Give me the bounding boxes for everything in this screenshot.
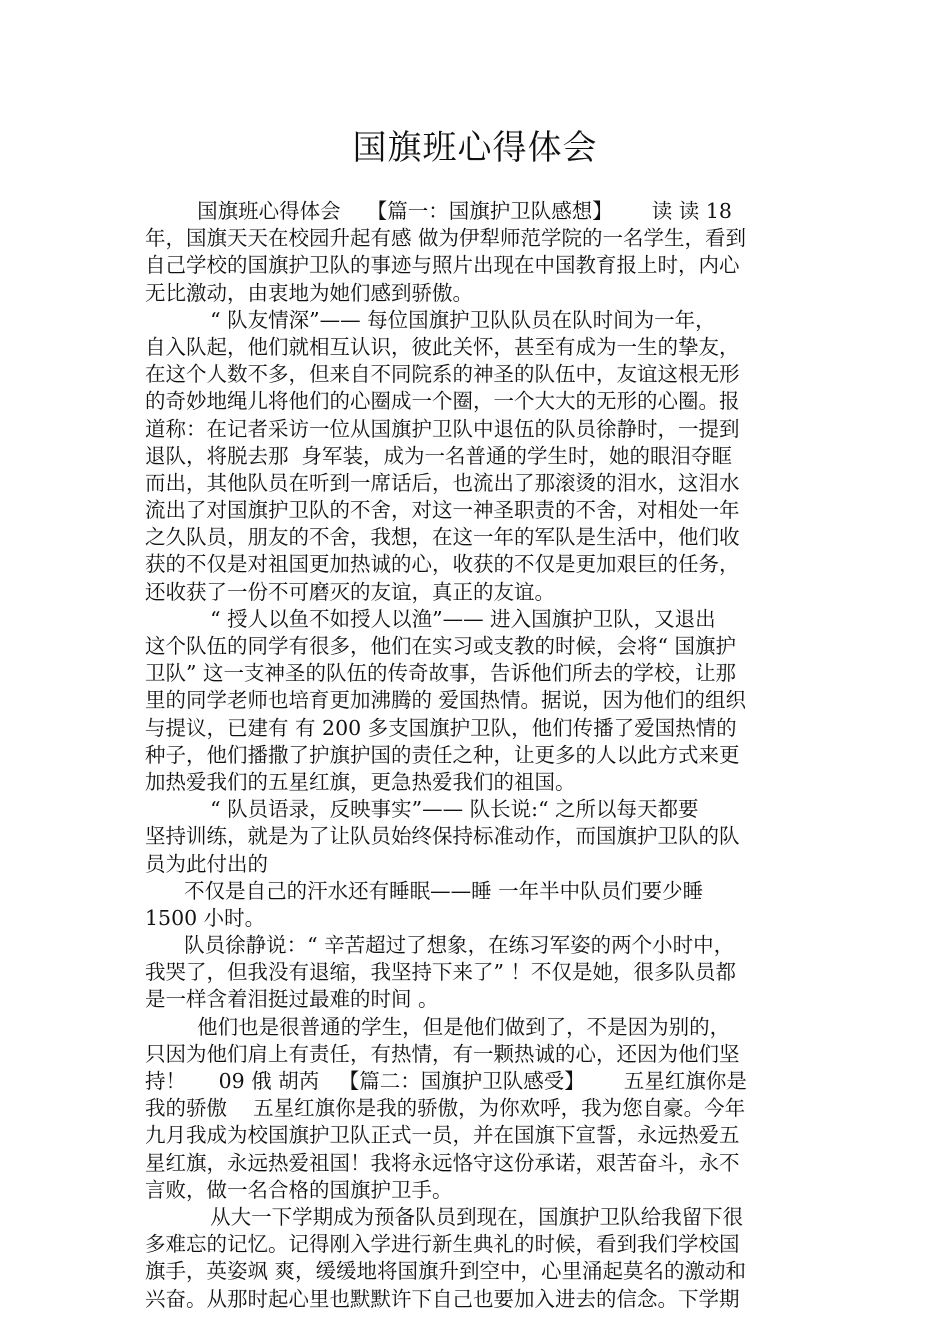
text-line: 无比激动，由衷地为她们感到骄傲。 [145,280,473,305]
text-line: 而出，其他队员在听到一席话后，也流出了那滚烫的泪水，这泪水 [145,470,740,495]
text-line: 国旗班心得体会 【篇一：国旗护卫队感想】 读 读 18 [145,199,732,223]
text-line: 年，国旗天天在校园升起有感 做为伊犁师范学院的一名学生，看到 [145,226,747,251]
text-line: 流出了对国旗护卫队的不舍，对这一神圣职责的不舍，对相处一年 [145,498,740,523]
text-line: 我哭了，但我没有退缩，我坚持下来了” ！不仅是她，很多队员都 [145,960,736,985]
text-line: “ 队友情深”—— 每位国旗护卫队队员在队时间为一年， [145,307,716,332]
text-line: 言败，做一名合格的国旗护卫手。 [145,1177,453,1202]
text-line: “ 授人以鱼不如授人以渔”—— 进入国旗护卫队，又退出 [145,606,716,631]
text-line: 从大一下学期成为预备队员到现在，国旗护卫队给我留下很 [145,1204,744,1229]
page-title: 国旗班心得体会 [352,128,598,168]
text-line: 的奇妙地绳儿将他们的心圈成一个圈，一个大大的无形的心圈。报 [145,389,740,414]
text-line: 坚持训练，就是为了让队员始终保持标准动作，而国旗护卫队的队 [145,824,740,849]
text-line: 这个队伍的同学有很多，他们在实习或支教的时候，会将“ 国旗护 [145,634,736,658]
text-line: 还收获了一份不可磨灭的友谊，真正的友谊。 [145,579,555,604]
text-line: 里的同学老师也培育更加沸腾的 爱国热情。据说，因为他们的组织 [145,688,747,713]
text-line: 退队，将脱去那 身军装，成为一名普通的学生时，她的眼泪夺眶 [145,443,733,468]
document-body [145,198,810,1313]
text-line: 旗手，英姿飒 爽，缓缓地将国旗升到空中，心里涌起莫名的激动和 [145,1259,747,1284]
text-line: 队员徐静说：“ 辛苦超过了想象，在练习军姿的两个小时中， [145,933,735,958]
text-line: 之久队员，朋友的不舍，我想，在这一年的军队是生活中，他们收 [145,525,740,550]
text-line: 他们也是很普通的学生，但是他们做到了，不是因为别的， [145,1014,731,1039]
text-line: 员为此付出的 [145,851,268,876]
text-line: 加热爱我们的五星红旗，更急热爱我们的祖国。 [145,769,576,794]
text-line: 不仅是自己的汗水还有睡眠——睡 一年半中队员们要少睡 [145,878,704,903]
text-line: 只因为他们肩上有责任，有热情，有一颗热诚的心，还因为他们坚 [145,1041,740,1066]
text-line: “ 队员语录，反映事实”—— 队长说:“ 之所以每天都要 [145,797,699,822]
text-line: 星红旗，永远热爱祖国！我将永远恪守这份承诺，艰苦奋斗，永不 [145,1150,740,1175]
text-line: 道称：在记者采访一位从国旗护卫队中退伍的队员徐静时，一提到 [145,416,740,441]
text-line: 我的骄傲 五星红旗你是我的骄傲，为你欢呼，我为您自豪。今年 [145,1096,746,1121]
text-line: 是一样含着泪挺过最难的时间 。 [145,987,439,1012]
text-line: 自己学校的国旗护卫队的事迹与照片出现在中国教育报上时，内心 [145,253,740,278]
text-line: 自入队起，他们就相互认识，彼此关怀，甚至有成为一生的挚友， [145,334,740,359]
text-line: 兴奋。从那时起心里也默默许下自己也要加入进去的信念。下学期 [145,1286,740,1311]
text-line: 持！ 09 俄 胡芮 【篇二：国旗护卫队感受】 五星红旗你是 [145,1069,747,1093]
text-line: 种子，他们播撒了护旗护国的责任之种，让更多的人以此方式来更 [145,742,740,767]
text-line: 在这个人数不多，但来自不同院系的神圣的队伍中，友谊这根无形 [145,362,740,387]
text-line: 1500 小时。 [145,905,266,930]
text-line: 九月我成为校国旗护卫队正式一员，并在国旗下宣誓，永远热爱五 [145,1123,740,1148]
text-line: 多难忘的记忆。记得刚入学进行新生典礼的时候，看到我们学校国 [145,1232,740,1257]
text-line: 卫队” 这一支神圣的队伍的传奇故事，告诉他们所去的学校，让那 [145,661,736,686]
text-line: 与提议，已建有 有 200 多支国旗护卫队，他们传播了爱国热情的 [145,715,737,740]
text-line: 获的不仅是对祖国更加热诚的心，收获的不仅是更加艰巨的任务， [145,552,740,577]
